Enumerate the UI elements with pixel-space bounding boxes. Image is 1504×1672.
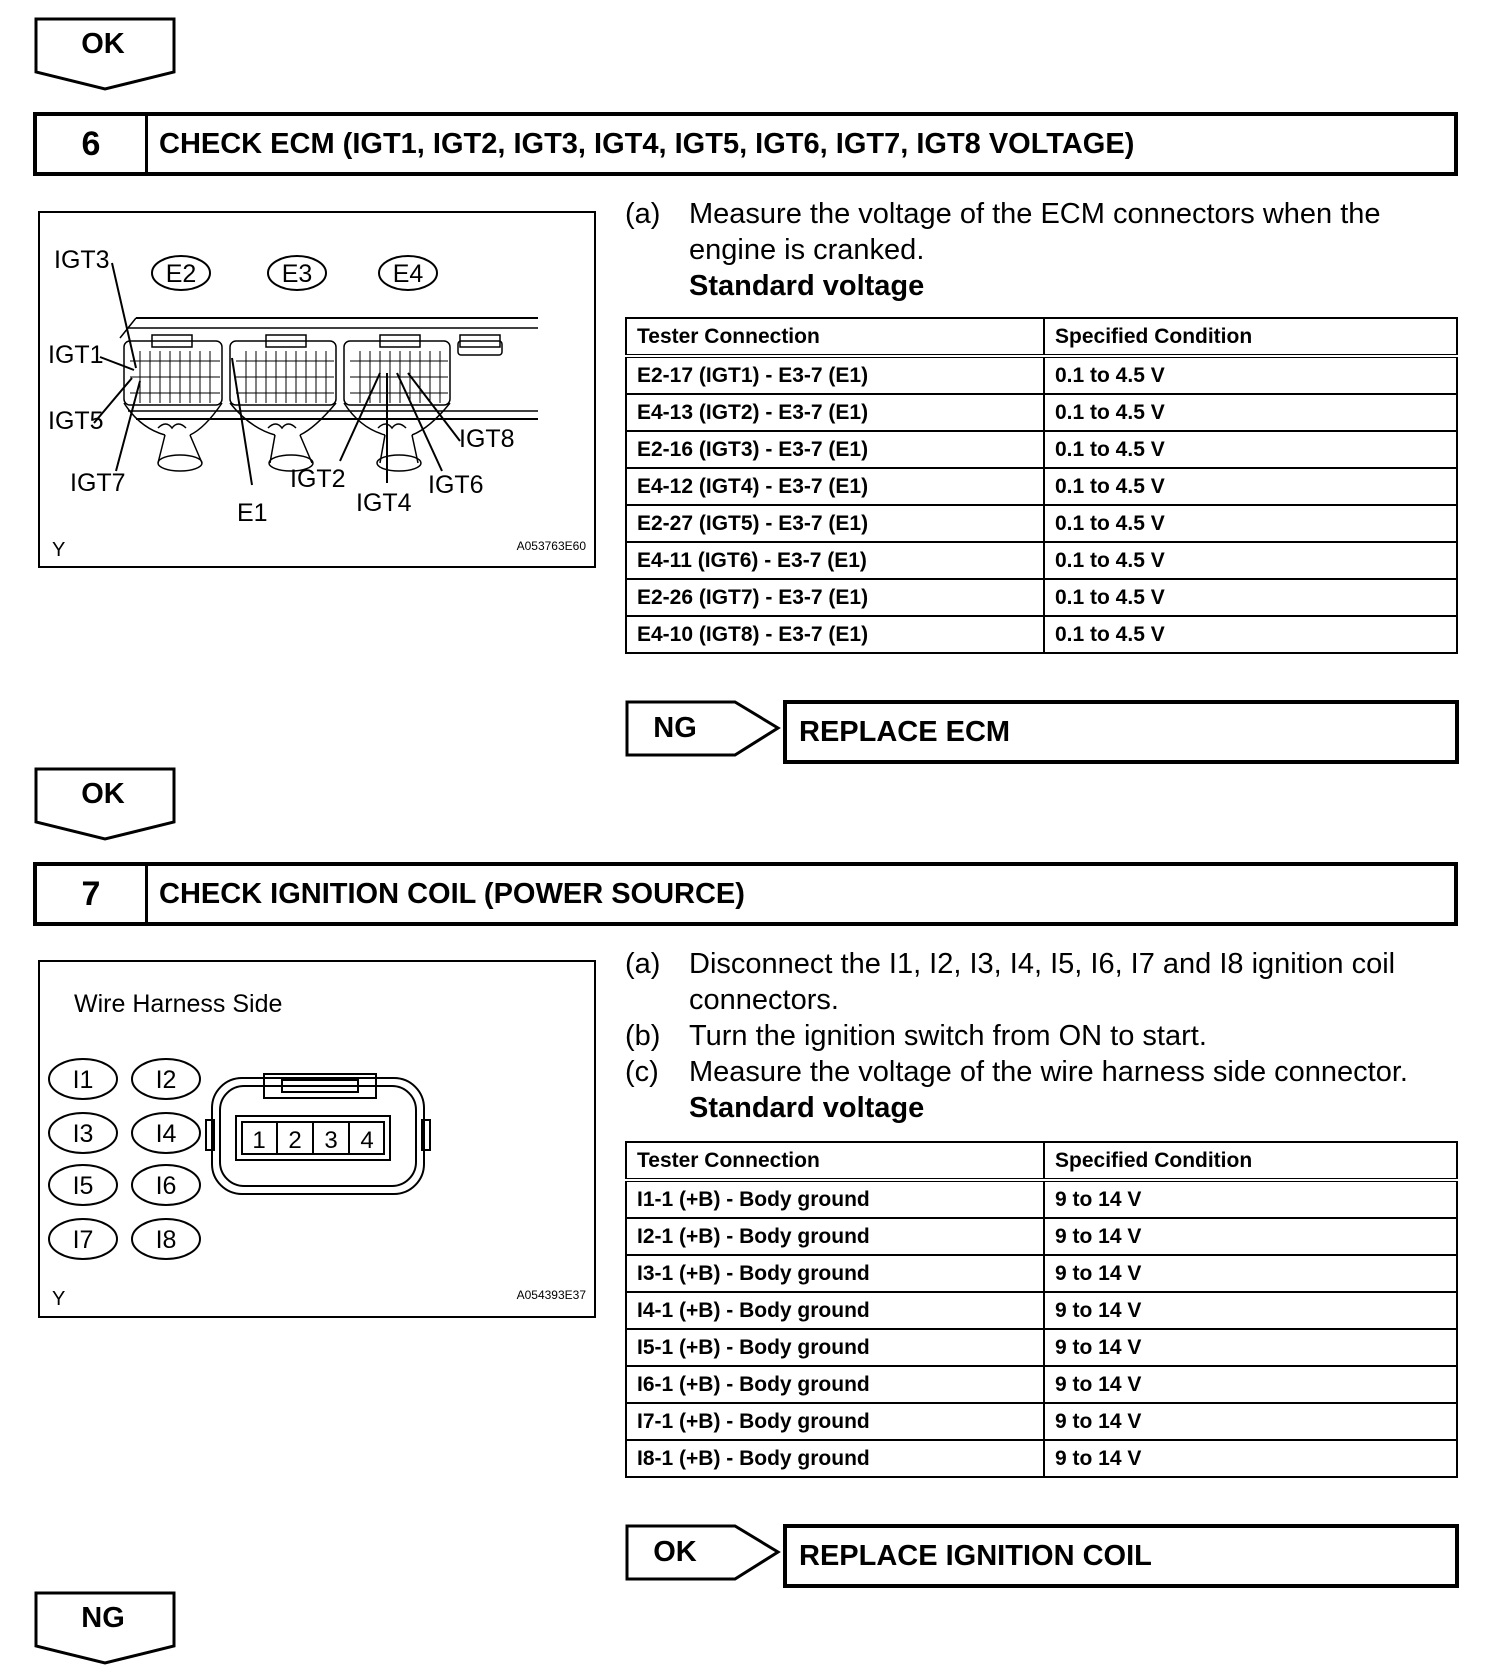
step-6-result — [625, 700, 1459, 764]
table-cell: I7-1 (+B) - Body ground — [626, 1403, 1044, 1440]
label-igt7: IGT7 — [70, 469, 126, 497]
coil-label-i1: I1 — [72, 1066, 94, 1094]
step-number: 7 — [37, 866, 148, 922]
table-row — [626, 505, 1457, 542]
table-row — [626, 1366, 1457, 1403]
instruction-text: Measure the voltage of the wire harness side connector. — [689, 1056, 1408, 1088]
table-cell: I6-1 (+B) - Body ground — [626, 1366, 1044, 1403]
label-igt1: IGT1 — [48, 341, 104, 369]
instruction-c — [625, 1054, 1475, 1090]
table-row — [626, 356, 1457, 394]
table-cell: E4-10 (IGT8) - E3-7 (E1) — [626, 616, 1044, 653]
instruction-text: Measure the voltage of the ECM connectors when the engine is cranked. — [689, 198, 1381, 266]
pin-label-1: 1 — [252, 1127, 266, 1154]
table-cell: 0.1 to 4.5 V — [1044, 542, 1457, 579]
connector-label-e4: E4 — [392, 260, 424, 288]
table-cell: E4-11 (IGT6) - E3-7 (E1) — [626, 542, 1044, 579]
flow-arrow-ng-bottom — [33, 1590, 178, 1666]
table-cell: E4-13 (IGT2) - E3-7 (E1) — [626, 394, 1044, 431]
instruction-letter: (a) — [625, 948, 661, 980]
table-cell: 0.1 to 4.5 V — [1044, 579, 1457, 616]
table-cell: 0.1 to 4.5 V — [1044, 356, 1457, 394]
result-action: REPLACE ECM — [783, 700, 1459, 764]
label-igt5: IGT5 — [48, 407, 104, 435]
standard-voltage-label: Standard voltage — [689, 1092, 925, 1124]
table-row — [626, 1329, 1457, 1366]
result-label: OK — [653, 1535, 697, 1568]
coil-label-i4: I4 — [155, 1120, 177, 1148]
coil-label-i8: I8 — [155, 1226, 177, 1254]
table-cell: 0.1 to 4.5 V — [1044, 616, 1457, 653]
figure-caption: Wire Harness Side — [74, 990, 283, 1018]
table-row — [626, 542, 1457, 579]
ignition-coil-connector-figure — [38, 960, 596, 1318]
figure-corner-mark: Y — [52, 1288, 66, 1310]
table-row — [626, 1255, 1457, 1292]
result-label: NG — [653, 711, 697, 744]
table-row — [626, 579, 1457, 616]
flow-label: OK — [81, 28, 125, 60]
coil-label-i7: I7 — [72, 1226, 94, 1254]
table-cell: 0.1 to 4.5 V — [1044, 468, 1457, 505]
table-cell: 0.1 to 4.5 V — [1044, 431, 1457, 468]
table-cell: E2-26 (IGT7) - E3-7 (E1) — [626, 579, 1044, 616]
table-row — [626, 1180, 1457, 1218]
table-row — [626, 1403, 1457, 1440]
ignition-coil-connector-diagram — [40, 962, 594, 1316]
table-cell: I1-1 (+B) - Body ground — [626, 1180, 1044, 1218]
standard-voltage-label: Standard voltage — [689, 270, 925, 302]
table-cell: I4-1 (+B) - Body ground — [626, 1292, 1044, 1329]
table-cell: 9 to 14 V — [1044, 1366, 1457, 1403]
flow-label: OK — [81, 778, 125, 810]
instruction-letter: (c) — [625, 1056, 659, 1088]
step-6-header — [33, 112, 1458, 176]
table-header-row — [626, 318, 1457, 356]
table-cell: 9 to 14 V — [1044, 1292, 1457, 1329]
table-cell: 9 to 14 V — [1044, 1403, 1457, 1440]
header-specified-condition: Specified Condition — [1044, 1142, 1457, 1180]
label-igt2: IGT2 — [290, 465, 346, 493]
instruction-letter: (a) — [625, 198, 661, 230]
table-row — [626, 616, 1457, 653]
table-header-row — [626, 1142, 1457, 1180]
table-cell: 9 to 14 V — [1044, 1255, 1457, 1292]
header-tester-connection: Tester Connection — [626, 318, 1044, 356]
table-cell: E2-27 (IGT5) - E3-7 (E1) — [626, 505, 1044, 542]
step-7-header — [33, 862, 1458, 926]
label-igt3: IGT3 — [54, 246, 110, 274]
flow-label: NG — [81, 1602, 125, 1634]
flow-arrow-ok-middle — [33, 766, 178, 842]
figure-reference: A054393E37 — [516, 1288, 586, 1302]
step-title: CHECK ECM (IGT1, IGT2, IGT3, IGT4, IGT5, IGT6, IGT7, IGT8 VOLTAGE) — [159, 127, 1135, 160]
flow-arrow-ok-top — [33, 16, 178, 92]
table-cell: E2-17 (IGT1) - E3-7 (E1) — [626, 356, 1044, 394]
instruction-letter: (b) — [625, 1020, 661, 1052]
instruction-text: Turn the ignition switch from ON to start. — [689, 1020, 1207, 1052]
table-row — [626, 394, 1457, 431]
table-row — [626, 1440, 1457, 1477]
table-cell: I5-1 (+B) - Body ground — [626, 1329, 1044, 1366]
connector-label-e2: E2 — [165, 260, 197, 288]
coil-label-i6: I6 — [155, 1172, 177, 1200]
table-cell: 9 to 14 V — [1044, 1180, 1457, 1218]
step-6-instructions — [625, 196, 1475, 304]
label-igt6: IGT6 — [428, 471, 484, 499]
step-7-result — [625, 1524, 1459, 1588]
table-cell: 0.1 to 4.5 V — [1044, 394, 1457, 431]
step-7-instructions — [625, 946, 1475, 1126]
table-row — [626, 1218, 1457, 1255]
table-cell: E2-16 (IGT3) - E3-7 (E1) — [626, 431, 1044, 468]
table-row — [626, 1292, 1457, 1329]
step-title: CHECK IGNITION COIL (POWER SOURCE) — [159, 877, 745, 910]
table-cell: 0.1 to 4.5 V — [1044, 505, 1457, 542]
table-row — [626, 431, 1457, 468]
table-cell: 9 to 14 V — [1044, 1329, 1457, 1366]
ecm-connector-figure — [38, 211, 596, 568]
figure-reference: A053763E60 — [516, 539, 586, 553]
ecm-connector-diagram — [40, 213, 594, 566]
pin-label-3: 3 — [324, 1127, 338, 1154]
instruction-a — [625, 196, 1475, 268]
label-e1: E1 — [237, 499, 268, 527]
instruction-b — [625, 1018, 1475, 1054]
table-cell: I8-1 (+B) - Body ground — [626, 1440, 1044, 1477]
label-igt4: IGT4 — [356, 489, 412, 517]
coil-label-i3: I3 — [72, 1120, 94, 1148]
header-tester-connection: Tester Connection — [626, 1142, 1044, 1180]
table-cell: 9 to 14 V — [1044, 1218, 1457, 1255]
table-cell: 9 to 14 V — [1044, 1440, 1457, 1477]
pin-label-4: 4 — [360, 1127, 374, 1154]
instruction-a — [625, 946, 1475, 1018]
instruction-text: Disconnect the I1, I2, I3, I4, I5, I6, I7 and I8 ignition coil connectors. — [689, 948, 1396, 1016]
step-7-spec-table — [625, 1141, 1458, 1478]
pin-label-2: 2 — [288, 1127, 302, 1154]
label-igt8: IGT8 — [459, 425, 515, 453]
table-cell: E4-12 (IGT4) - E3-7 (E1) — [626, 468, 1044, 505]
figure-corner-mark: Y — [52, 539, 66, 561]
table-cell: I2-1 (+B) - Body ground — [626, 1218, 1044, 1255]
header-specified-condition: Specified Condition — [1044, 318, 1457, 356]
step-number: 6 — [37, 116, 148, 172]
result-action: REPLACE IGNITION COIL — [783, 1524, 1459, 1588]
coil-label-i2: I2 — [155, 1066, 177, 1094]
coil-label-i5: I5 — [72, 1172, 94, 1200]
step-6-spec-table — [625, 317, 1458, 654]
table-row — [626, 468, 1457, 505]
connector-label-e3: E3 — [281, 260, 313, 288]
table-cell: I3-1 (+B) - Body ground — [626, 1255, 1044, 1292]
